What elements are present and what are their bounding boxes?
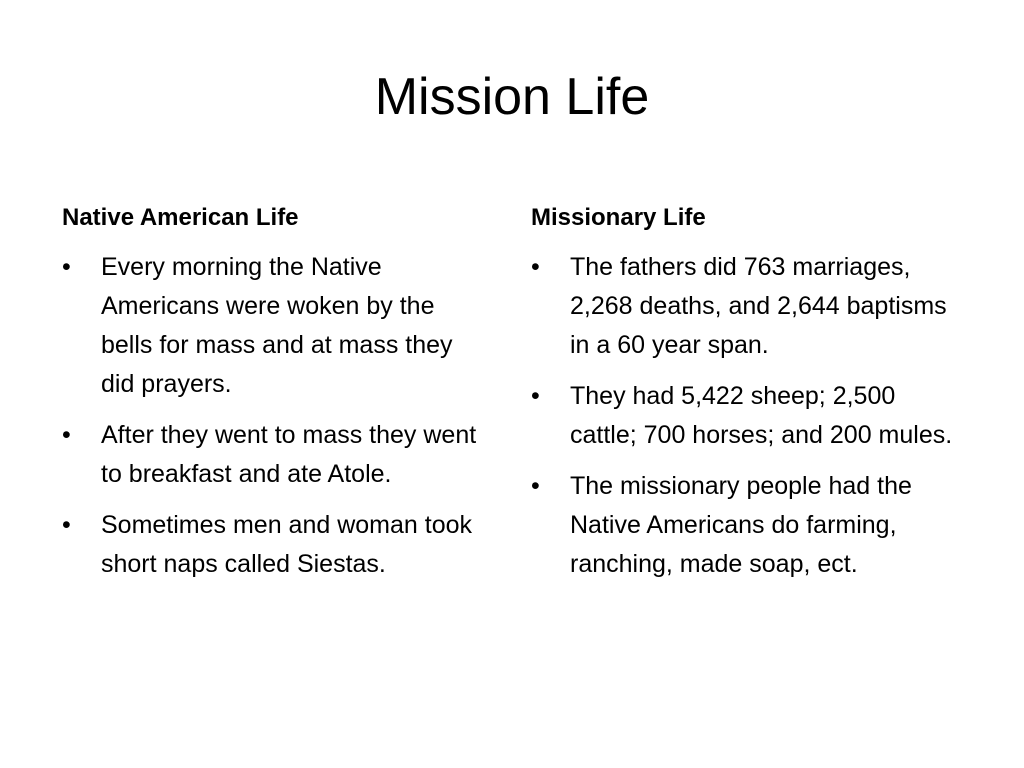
list-item [62,248,482,404]
list-item [531,248,961,365]
slide-title: Mission Life [374,68,650,126]
native-american-life-column [62,200,482,596]
list-item [531,467,961,584]
list-item [62,506,482,584]
missionary-life-column [531,200,961,596]
list-item [62,416,482,494]
native-american-life-heading: Native American Life [62,204,299,231]
bullet-icon: • [62,421,71,449]
list-item-text: The fathers did 763 marriages, 2,268 deaths, and 2,644 baptisms in a 60 year span. [570,253,947,359]
bullet-icon: • [62,511,71,539]
list-item [531,377,961,455]
native-american-life-list [62,248,482,584]
list-item-text: The missionary people had the Native Americans do farming, ranching, made soap, ect. [570,472,912,578]
list-item-text: After they went to mass they went to breakfast and ate Atole. [101,421,477,488]
missionary-life-list [531,248,961,584]
list-item-text: Every morning the Native Americans were woken by the bells for mass and at mass they did prayers. [101,253,453,398]
list-item-text: They had 5,422 sheep; 2,500 cattle; 700 horses; and 200 mules. [570,382,953,449]
bullet-icon: • [531,472,540,500]
bullet-icon: • [62,253,71,281]
missionary-life-heading: Missionary Life [531,204,706,231]
bullet-icon: • [531,253,540,281]
list-item-text: Sometimes men and woman took short naps called Siestas. [101,511,473,578]
bullet-icon: • [531,382,540,410]
